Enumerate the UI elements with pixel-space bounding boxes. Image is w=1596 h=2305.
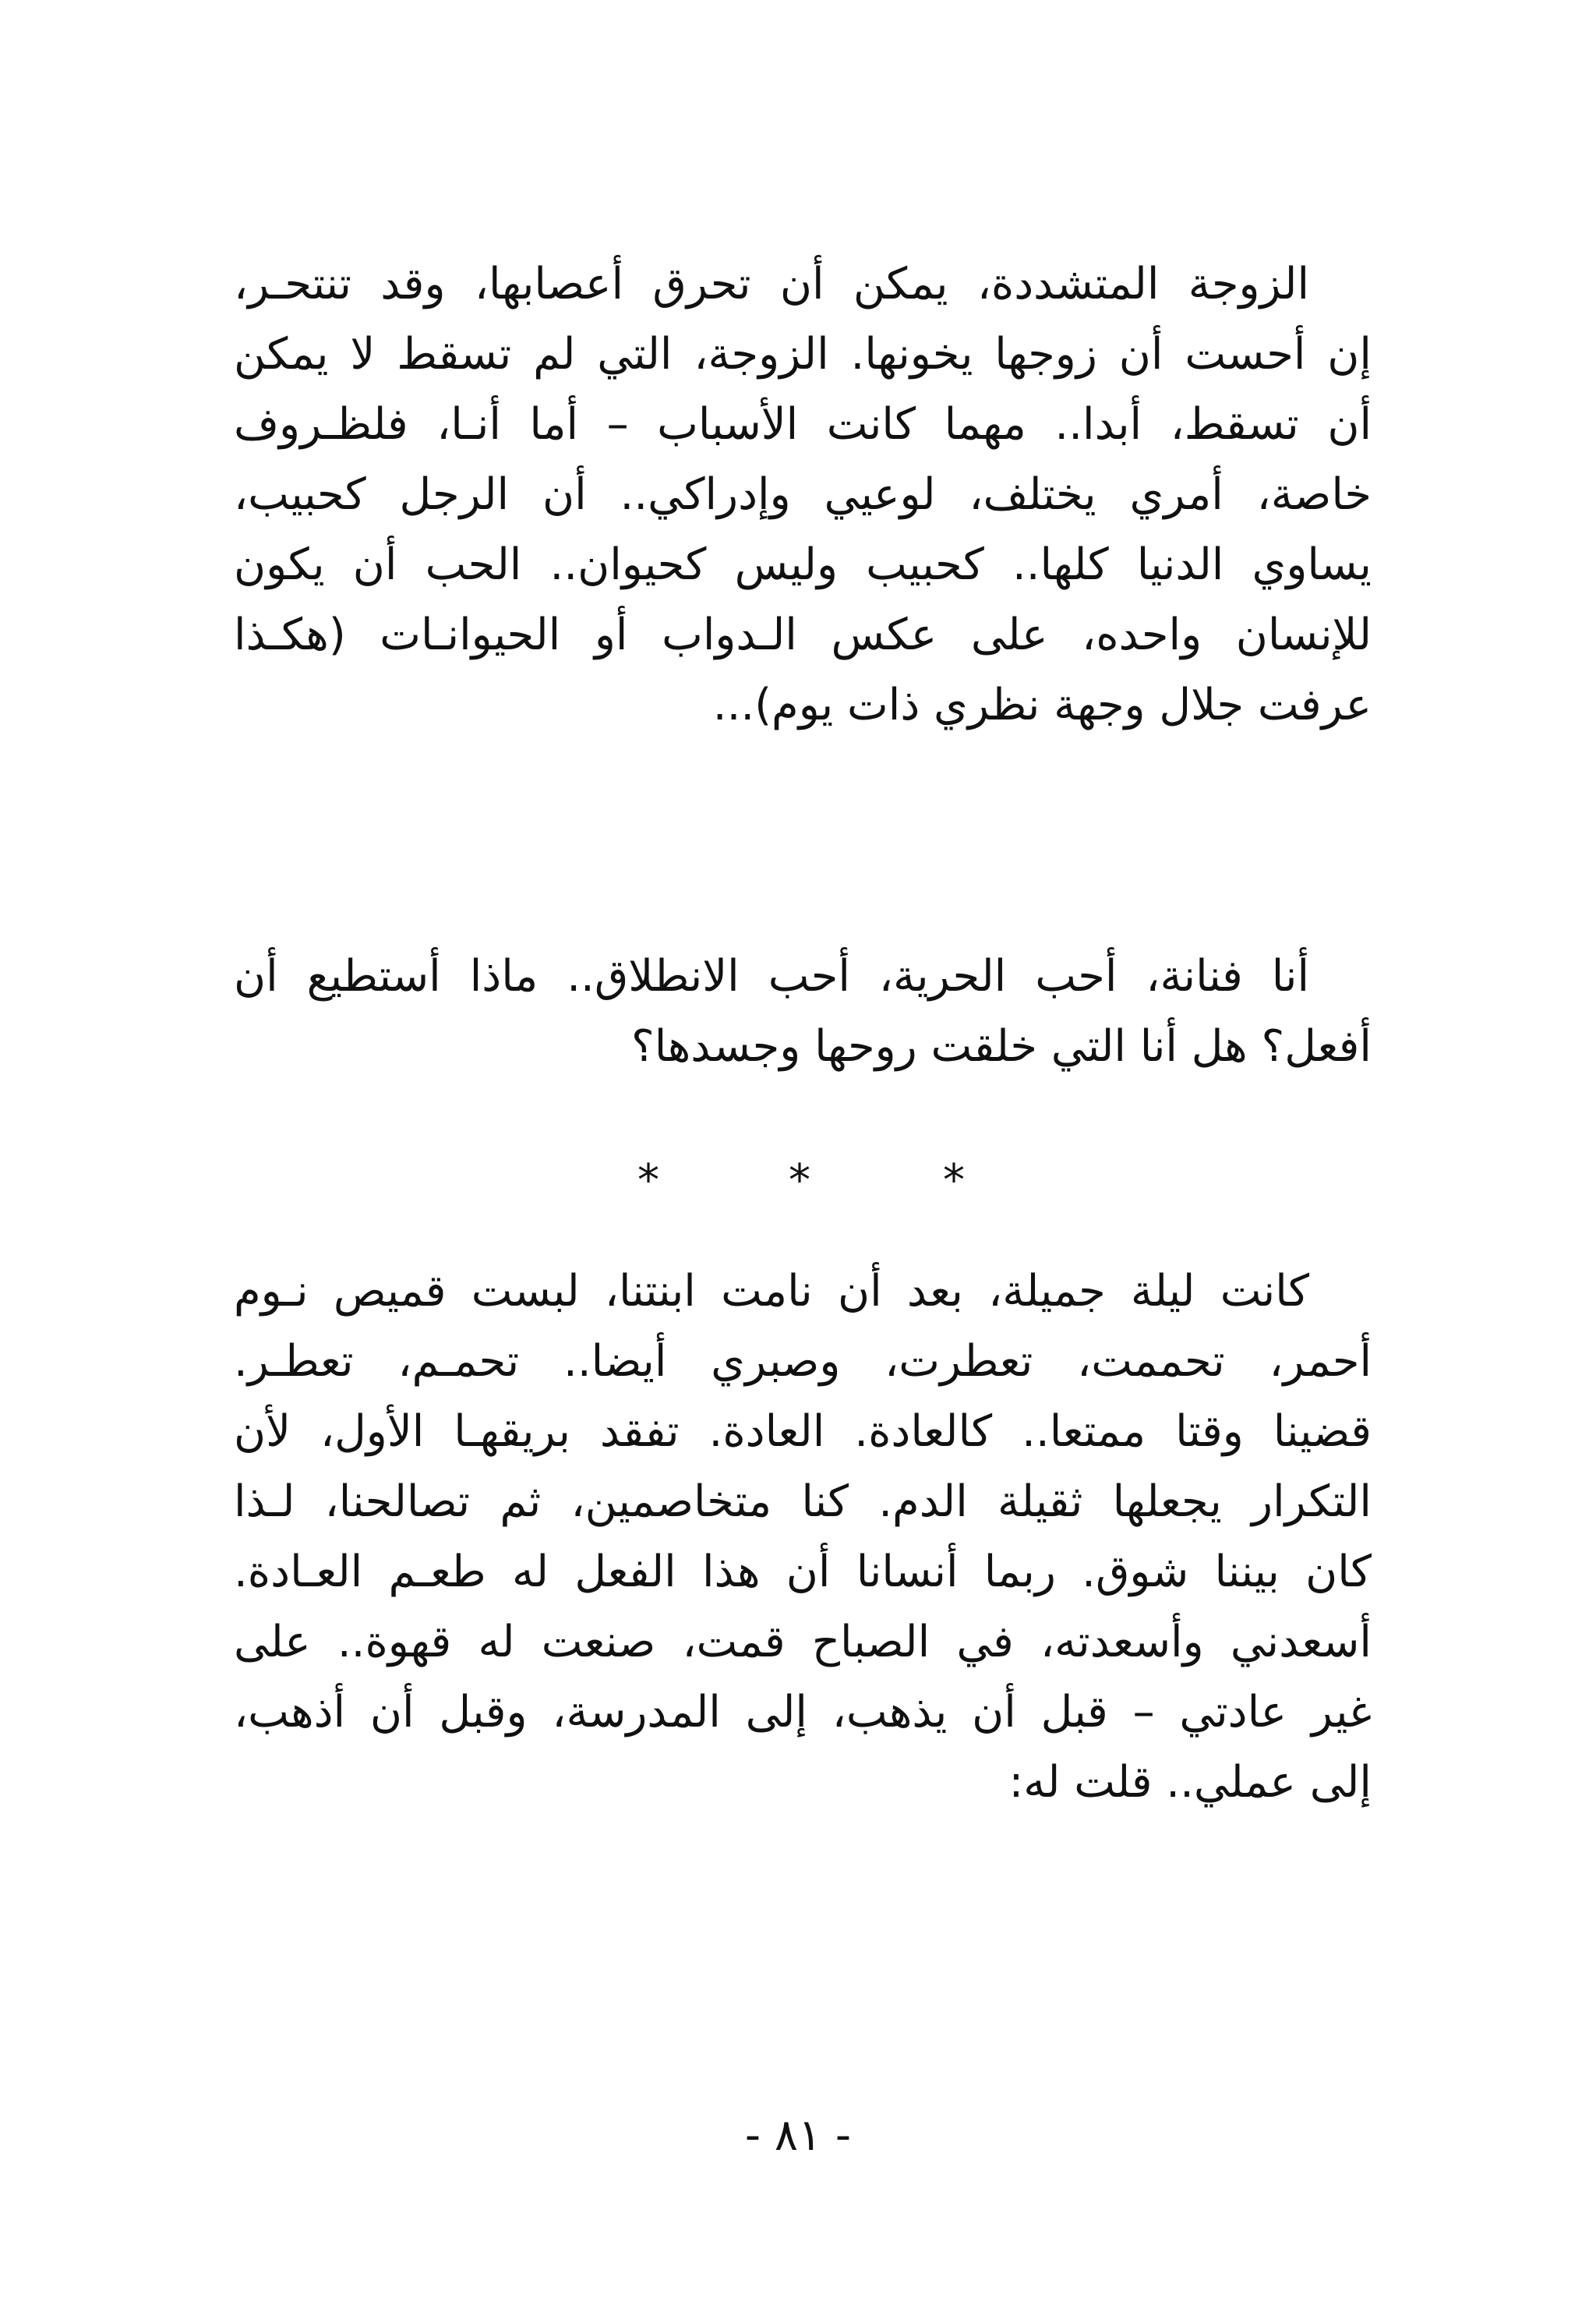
paragraph-1: [234, 249, 1372, 741]
paragraph-2: [234, 942, 1372, 1082]
text-line: عرفت جلال وجهة نظري ذات يوم)...: [712, 680, 1372, 730]
text-line: الزوجة المتشددة، يمكن أن تحرق أعصابها، وقد تنتحـر،: [234, 259, 1309, 309]
text-line: للإنسان واحده، على عكس الـدواب أو الحيوانـات (هكـذا: [234, 610, 1372, 660]
text-line: أنا فنانة، أحب الحرية، أحب الانطلاق.. ماذا أستطيع أن: [234, 951, 1309, 1002]
text-line: أحمر، تحممت، تعطرت، وصبري أيضا.. تحمـم، تعطـر.: [234, 1336, 1372, 1387]
text-line: أسعدني وأسعدته، في الصباح قمت، صنعت له قهوة.. على: [234, 1617, 1372, 1667]
text-line: يساوي الدنيا كلها.. كحبيب وليس كحيوان.. الحب أن يكون: [234, 539, 1372, 590]
text-line: خاصة، أمري يختلف، لوعيي وإدراكي.. أن الرجل كحبيب،: [234, 469, 1372, 520]
text-line: غير عادتي – قبل أن يذهب، إلى المدرسة، وقبل أن أذهب،: [234, 1687, 1372, 1738]
paragraph-3: [234, 1257, 1372, 1818]
text-line: كان بيننا شوق. ربما أنسانا أن هذا الفعل له طعـم العـادة.: [234, 1547, 1372, 1597]
text-line: قضينا وقتا ممتعا.. كالعادة. العادة. تفقد بريقهـا الأول، لأن: [234, 1406, 1372, 1457]
separator-star: *: [943, 1155, 965, 1206]
text-line: أفعل؟ هل أنا التي خلقت روحها وجسدها؟: [630, 1021, 1372, 1072]
text-line: أن تسقط، أبدا.. مهما كانت الأسباب – أما أنـا، فلظـروف: [234, 399, 1372, 450]
section-separator: [0, 1154, 1596, 1208]
separator-star: *: [789, 1155, 810, 1206]
text-line: كانت ليلة جميلة، بعد أن نامت ابنتنا، لبست قميص نـوم: [234, 1266, 1309, 1317]
text-line: إن أحست أن زوجها يخونها. الزوجة، التي لم تسقط لا يمكن: [234, 329, 1372, 380]
page-number: - ٨١ -: [744, 2110, 852, 2161]
text-line: التكرار يجعلها ثقيلة الدم. كنا متخاصمين، ثم تصالحنا، لـذا: [234, 1476, 1372, 1527]
text-line: إلى عملي.. قلت له:: [1008, 1757, 1372, 1808]
separator-star: *: [637, 1155, 659, 1206]
